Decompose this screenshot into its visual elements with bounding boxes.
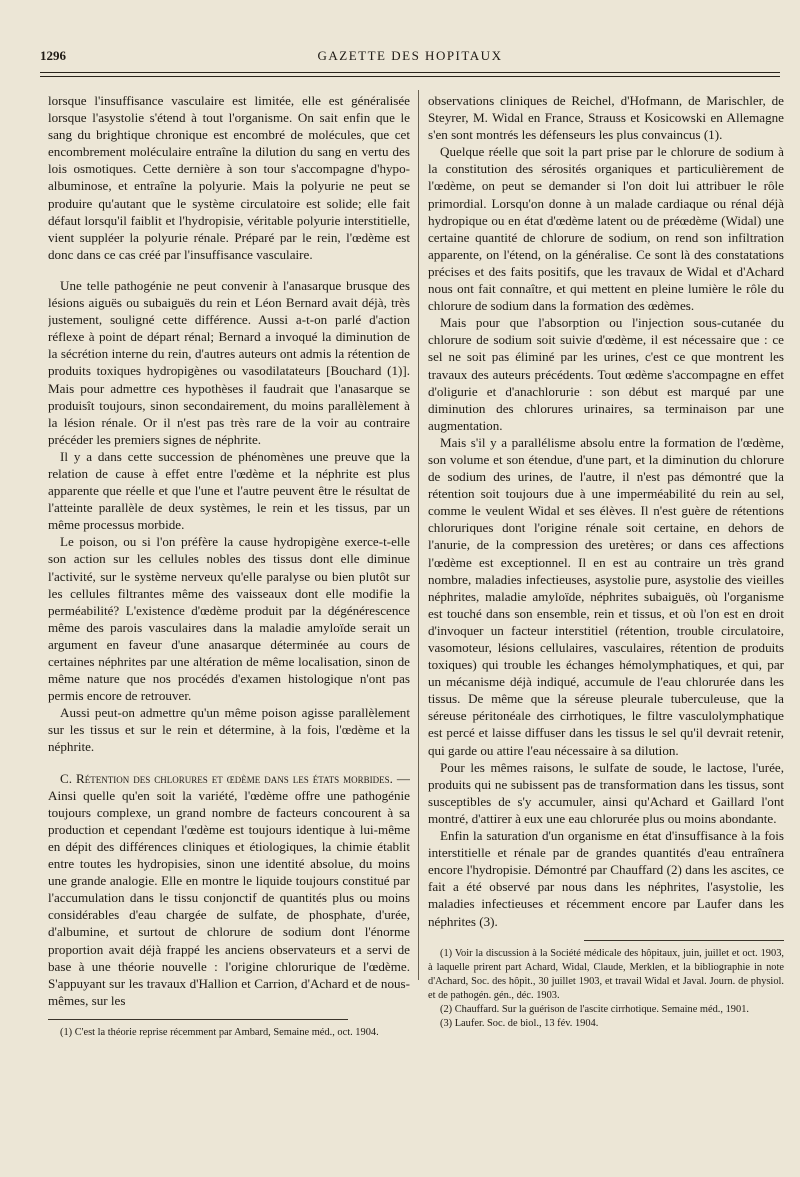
section-paragraph	[48, 770, 410, 1009]
header-rule-thin	[40, 76, 780, 77]
footnote: (1) Voir la discussion à la Société médicale des hôpitaux, juin, juillet et oct. 1903, à laquelle prirent part Achard, Widal, Claude, Merklen, et la bibliographie in note d'Achard, Soc. des hôpit., 30 juillet 1903, et travail Widal et Javal. Journ. de physiol. et de pathogén. gén., déc. 1903.	[428, 947, 784, 1001]
paragraph: Aussi peut-on admettre qu'un même poison agisse parallèlement sur les tissus et sur le rein et détermine, à la fois, l'œdème et la néphrite.	[48, 705, 410, 755]
paragraph: Il y a dans cette succession de phénomènes une preuve que la relation de cause à effet entre l'œdème et la néphrite est plus apparente que réelle et que l'une et l'autre peuvent être le résultat de l'atteinte parallèle de deux systèmes, le rein et les tissus, par un même processus morbide.	[48, 448, 410, 533]
page-header	[40, 48, 780, 68]
column-divider	[418, 90, 419, 980]
paragraph: Mais s'il y a parallélisme absolu entre la formation de l'œdème, son volume et son étendue, d'une part, et la diminution du chlorure de sodium des urines, de l'autre, il n'est pas démontré que la rétention soit toujours due à une imperméabilité du rein au sel, comme le veulent Widal et ses élèves. Il n'est guère de rétentions chloruriques dont l'origine rénale soit certaine, en dehors de l'anurie, de la compression des uretères; or dans ces affections l'œdème est exceptionnel. Il en est au contraire un très grand nombre, maladies infectieuses, asystolie pure, asystolie des vieilles néphrites, maladie amyloïde, néphrites subaiguës, où l'organisme est touché dans son ensemble, rein et tissus, et où l'on est en droit d'invoquer un facteur interstitiel (rétention, trouble circulatoire, vasomoteur, lésions cellulaires, vasculaires, rétention de produits toxiques) qui trouble les échanges hémolymphatiques, et qui, par un mécanisme déjà indiqué, accumule de l'eau chlorurée dans les tissus. De même que la séreuse pleurale tuberculeuse, que la séreuse péritonéale des cirrhotiques, le filtre vasculolymphatique est percé et laisse diffuser dans les tissus le sel qu'il devrait retenir, qui garde ou attire l'eau nécessaire à sa dilution.	[428, 434, 784, 758]
footnote: (1) C'est la théorie reprise récemment par Ambard, Semaine méd., oct. 1904.	[60, 1026, 379, 1038]
paragraph: lorsque l'insuffisance vasculaire est limitée, elle est généralisée lorsque l'asystolie s'étend à tout l'organisme. On sait enfin que le sang du brightique chronique est encombré de molécules, que cet encombrement moléculaire entraîne la dilution du sang en vertu des lois osmotiques. Cette dernière à son tour s'accompagne d'hypo-albuminose, et entraîne la polyurie. Mais la polyurie ne peut se produire qu'autant que le système circulatoire est solide; elle fait défaut lorsqu'il faiblit et l'hydropisie, véritable polyurie interstitielle, vient suppléer la polyurie rénale. Préparé par le rein, l'œdème est donc dans ce cas créé par l'insuffisance vasculaire.	[48, 93, 410, 262]
right-column	[428, 92, 784, 1152]
page-number: 1296	[40, 48, 66, 63]
section-heading: C. Rétention des chlorures et œdème dans les états morbides.	[60, 770, 393, 786]
paragraph: observations cliniques de Reichel, d'Hofmann, de Marischler, de Steyrer, M. Widal en France, Strauss et Kosicowski en Allemagne s'en sont montrés les défenseurs les plus convaincus (1).	[428, 93, 784, 143]
paragraph: Une telle pathogénie ne peut convenir à l'anasarque brusque des lésions aiguës ou subaiguës du rein et Léon Bernard avait déjà, très justement, souligné cette différence. Aussi a-t-on parlé d'action réflexe à point de départ rénal; Bernard a invoqué la diminution de la sécrétion interne du rein, d'autres auteurs ont admis la rétention de produits toxiques hydropigènes ou vasodilatateurs [Bouchard (1)]. Mais pour admettre ces hypothèses il faudrait que l'anasarque se produisît toujours, sinon secondairement, du moins parallèlement à la lésion rénale. Or il n'est pas très rare de la voir au contraire précéder les premiers signes de néphrite.	[48, 277, 410, 447]
journal-title: GAZETTE DES HOPITAUX	[317, 48, 503, 63]
paragraph: Mais pour que l'absorption ou l'injection sous-cutanée du chlorure de sodium soit suivie d'œdème, il est nécessaire que : ce sel ne soit pas éliminé par les urines, c'est ce que montrent les travaux des auteurs précédents. Tout œdème s'accompagne en effet d'oligurie et d'anachlorurie : son début est marqué par une diminution des chlorures urinaires, sa terminaison par une augmentation.	[428, 315, 784, 433]
paragraph: Le poison, ou si l'on préfère la cause hydropigène exerce-t-elle son action sur les cellules nobles des tissus dont elle diminue l'activité, sur le système nerveux qu'elle paralyse ou bien plutôt sur les cellules filtrantes même des vaisseaux dont elle modifie la perméabilité? L'existence d'œdème produit par la dégénérescence même des parois vasculaires dans la maladie amyloïde serait un argument en faveur d'une anasarque déterminée au cours de certaines néphrites par une altération de même localisation, sinon de même nature que nos procédés d'examen histologique n'ont pas permis encore de retrouver.	[48, 534, 410, 704]
footnote: (2) Chauffard. Sur la guérison de l'ascite cirrhotique. Semaine méd., 1901.	[440, 1003, 749, 1015]
paragraph-text: — Ainsi quelle qu'en soit la variété, l'œdème offre une pathogénie toujours complexe, un grand nombre de facteurs concourent à sa production et cependant l'œdème est toujours identique à lui-même en dépit des différences cliniques et étiologiques, la chimie établit entre toutes les hydropisies, sinon une identité absolue, du moins une grande analogie. Elle en montre le liquide toujours constitué par l'accumulation dans le tissu conjonctif de quantités plus ou moins considérables d'eau chargée de sulfate, de phosphate, d'urée, d'albumine, et surtout de chlorure de sodium dont l'énorme proportion avait déjà frappé les anciens observateurs et a servi de base à une théorie nouvelle : l'origine chlorurique de l'œdème. S'appuyant sur les travaux d'Hallion et Carrion, d'Achard et de nous-mêmes, sur les	[48, 770, 410, 1008]
paragraph: Quelque réelle que soit la part prise par le chlorure de sodium à la constitution des sérosités organiques et particulièrement de l'œdème, on peut se demander si l'on doit lui attribuer le rôle primordial. Lorsqu'on donne à un malade cardiaque ou rénal déjà hydropique ou en état d'œdème latent ou de préœdème (Widal) une certaine quantité de chlorure de sodium, on rend son infiltration apparente, on l'étend, on la généralise. Ce sont là des constatations précises et des faits positifs, que les travaux de Widal et d'Achard nous ont fait connaître, et qui mettent en pleine lumière le rôle du chlorure de sodium dans la formation des œdèmes.	[428, 144, 784, 314]
left-column	[48, 92, 410, 1152]
footnote: (3) Laufer. Soc. de biol., 13 fév. 1904.	[440, 1017, 599, 1029]
paragraph: Pour les mêmes raisons, le sulfate de soude, le lactose, l'urée, produits qui ne subissent pas de transformation dans les tissus, sont susceptibles de s'y accumuler, ainsi qu'Achard et Gaillard l'ont montré, d'attirer à eux une eau chlorurée plus ou moins abondante.	[428, 759, 784, 826]
footnote-separator	[48, 1019, 348, 1020]
paragraph: Enfin la saturation d'un organisme en état d'insuffisance à la fois interstitielle et rénale par de grandes quantités d'eau entraînera encore l'hydropisie. Démontré par Chauffard (2) dans les ascites, ce fait a été observé par nous dans les néphrites, l'asystolie, les maladies infectieuses et récemment encore par Laufer dans les néphrites (3).	[428, 828, 784, 929]
header-rule	[40, 72, 780, 73]
footnote-separator	[584, 940, 784, 941]
